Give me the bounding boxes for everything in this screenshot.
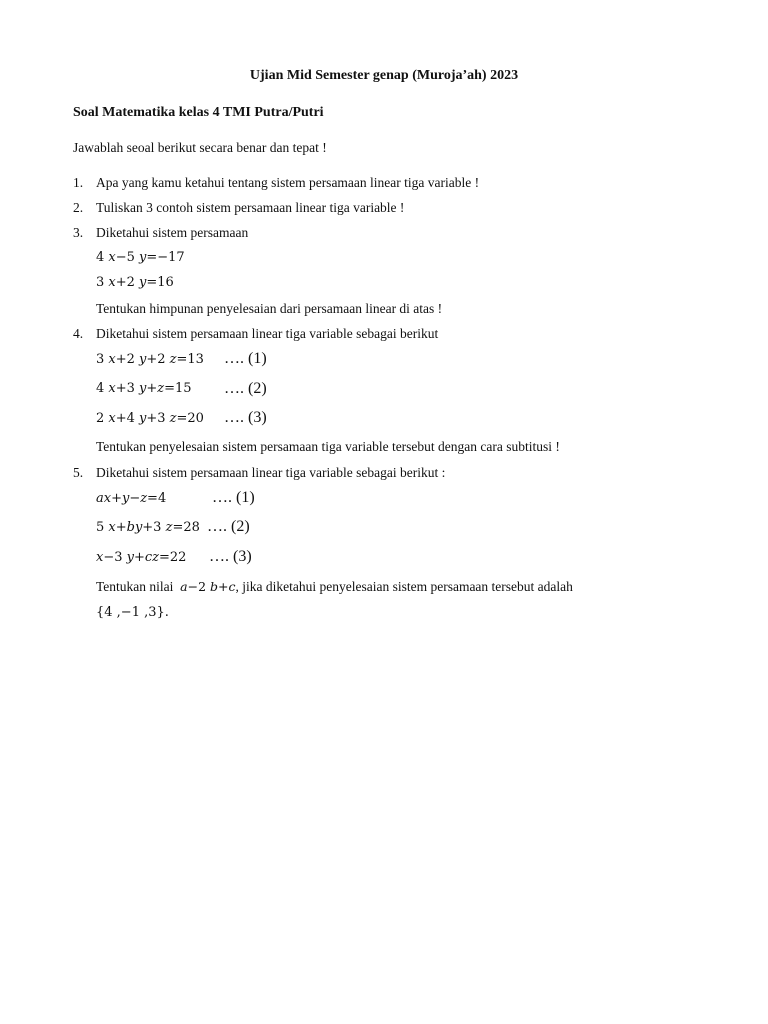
question-text: Diketahui sistem persamaan [96, 225, 249, 240]
closing-after: , jika diketahui penyelesaian sistem persamaan tersebut adalah [235, 579, 573, 594]
question-text: Tuliskan 3 contoh sistem persamaan linear tiga variable ! [96, 200, 405, 215]
equation: 𝑎𝑥+𝑦−𝑧=4 [96, 491, 167, 506]
closing-expression: 𝑎−2 𝑏+𝑐 [180, 579, 236, 594]
equation: 4 𝑥−5 𝑦=−17 [96, 250, 185, 265]
question-text: Diketahui sistem persamaan linear tiga variable sebagai berikut [96, 326, 439, 341]
exam-title: Ujian Mid Semester genap (Muroja’ah) 2023 [249, 68, 519, 83]
question-closing: Tentukan penyelesaian sistem persamaan tiga variable tersebut dengan cara subtitusi ! [96, 439, 560, 454]
closing-before: Tentukan nilai [96, 579, 174, 594]
question-number: 3. [73, 225, 84, 240]
question-text: Apa yang kamu ketahui tentang sistem persamaan linear tiga variable ! [96, 175, 480, 190]
question-number: 1. [73, 175, 84, 190]
instruction-text: Jawablah seoal berikut secara benar dan tepat ! [73, 140, 327, 155]
equation-tag: …. (2) [224, 380, 267, 397]
equation-tag: …. (3) [224, 409, 267, 426]
equation-tag: …. (2) [207, 518, 250, 535]
equation: 3 𝑥+2 𝑦=16 [96, 275, 174, 290]
question-closing [96, 579, 573, 595]
solution-set: {4 ,−1 ,3}. [96, 605, 169, 620]
question-number: 2. [73, 200, 84, 215]
equation: 3 𝑥+2 𝑦+2 𝑧=13 [96, 352, 204, 367]
equation-tag: …. (3) [209, 548, 252, 565]
question-number: 4. [73, 326, 84, 341]
equation-tag: …. (1) [212, 489, 255, 506]
equation: 2 𝑥+4 𝑦+3 𝑧=20 [96, 411, 204, 426]
question-text: Diketahui sistem persamaan linear tiga variable sebagai berikut : [96, 465, 446, 480]
equation: 𝑥−3 𝑦+𝑐𝑧=22 [96, 550, 187, 565]
exam-subtitle: Soal Matematika kelas 4 TMI Putra/Putri [73, 105, 324, 120]
question-number: 5. [73, 465, 84, 480]
equation: 4 𝑥+3 𝑦+𝑧=15 [96, 381, 192, 396]
question-closing: Tentukan himpunan penyelesaian dari persamaan linear di atas ! [96, 301, 443, 316]
equation: 5 𝑥+𝑏𝑦+3 𝑧=28 [96, 520, 200, 535]
equation-tag: …. (1) [224, 350, 267, 367]
